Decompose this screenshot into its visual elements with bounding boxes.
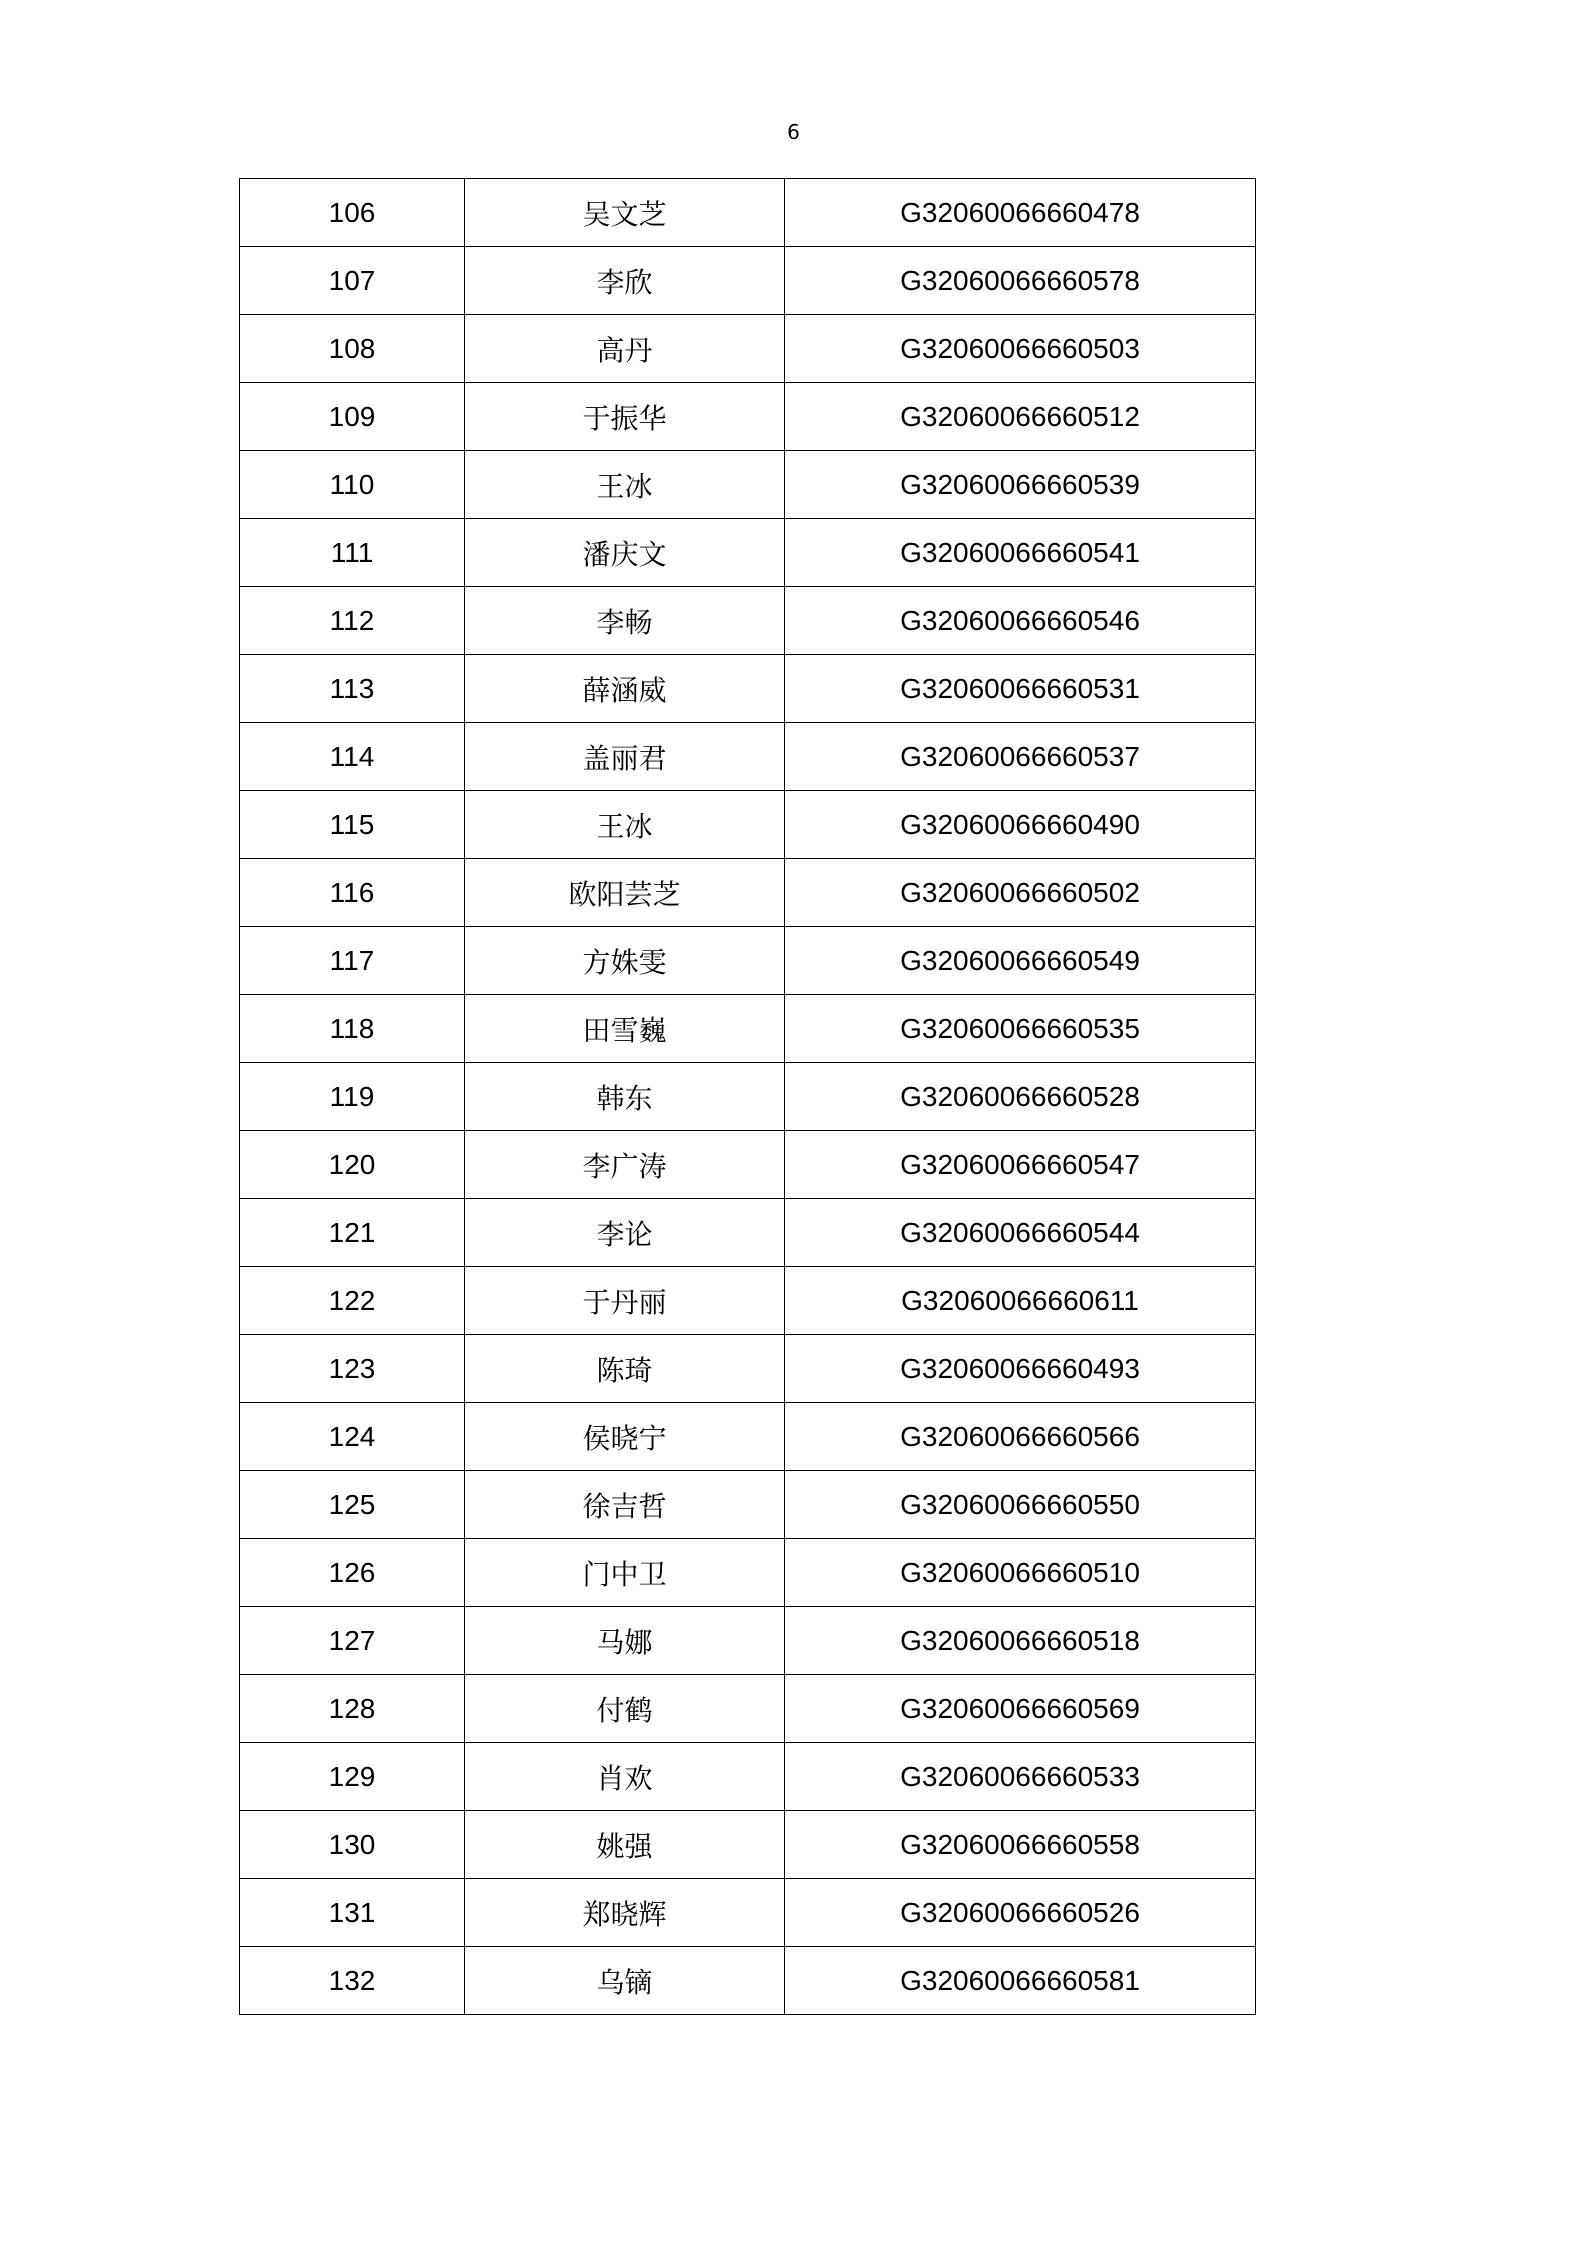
name-cell: 方姝雯	[465, 927, 785, 995]
table-row	[240, 315, 1256, 383]
certificate-id-cell: G32060066660493	[785, 1335, 1256, 1403]
certificate-id-cell: G32060066660558	[785, 1811, 1256, 1879]
certificate-id-cell: G32060066660531	[785, 655, 1256, 723]
row-number-cell: 132	[240, 1947, 465, 2015]
row-number-cell: 128	[240, 1675, 465, 1743]
row-number-cell: 110	[240, 451, 465, 519]
table-row	[240, 587, 1256, 655]
name-cell: 肖欢	[465, 1743, 785, 1811]
name-cell: 韩东	[465, 1063, 785, 1131]
roster-body	[240, 179, 1256, 2015]
certificate-id-cell: G32060066660549	[785, 927, 1256, 995]
row-number-cell: 114	[240, 723, 465, 791]
certificate-id-cell: G32060066660611	[785, 1267, 1256, 1335]
name-cell: 欧阳芸芝	[465, 859, 785, 927]
table-row	[240, 1539, 1256, 1607]
certificate-id-cell: G32060066660537	[785, 723, 1256, 791]
name-cell: 高丹	[465, 315, 785, 383]
row-number-cell: 111	[240, 519, 465, 587]
row-number-cell: 109	[240, 383, 465, 451]
name-cell: 王冰	[465, 791, 785, 859]
row-number-cell: 130	[240, 1811, 465, 1879]
row-number-cell: 131	[240, 1879, 465, 1947]
page-number: 6	[787, 120, 800, 144]
name-cell: 于振华	[465, 383, 785, 451]
table-row	[240, 655, 1256, 723]
certificate-id-cell: G32060066660490	[785, 791, 1256, 859]
table-row	[240, 1267, 1256, 1335]
table-row	[240, 1947, 1256, 2015]
table-row	[240, 451, 1256, 519]
table-row	[240, 1879, 1256, 1947]
table-row	[240, 723, 1256, 791]
table-row	[240, 383, 1256, 451]
row-number-cell: 125	[240, 1471, 465, 1539]
row-number-cell: 113	[240, 655, 465, 723]
certificate-id-cell: G32060066660569	[785, 1675, 1256, 1743]
table-row	[240, 1199, 1256, 1267]
table-row	[240, 247, 1256, 315]
table-row	[240, 1131, 1256, 1199]
row-number-cell: 112	[240, 587, 465, 655]
certificate-id-cell: G32060066660478	[785, 179, 1256, 247]
table-row	[240, 1335, 1256, 1403]
name-cell: 付鹤	[465, 1675, 785, 1743]
row-number-cell: 117	[240, 927, 465, 995]
name-cell: 盖丽君	[465, 723, 785, 791]
name-cell: 姚强	[465, 1811, 785, 1879]
table-row	[240, 1811, 1256, 1879]
certificate-id-cell: G32060066660546	[785, 587, 1256, 655]
table-row	[240, 1063, 1256, 1131]
name-cell: 田雪巍	[465, 995, 785, 1063]
row-number-cell: 118	[240, 995, 465, 1063]
table-row	[240, 1743, 1256, 1811]
certificate-id-cell: G32060066660502	[785, 859, 1256, 927]
name-cell: 王冰	[465, 451, 785, 519]
row-number-cell: 107	[240, 247, 465, 315]
row-number-cell: 122	[240, 1267, 465, 1335]
certificate-id-cell: G32060066660566	[785, 1403, 1256, 1471]
row-number-cell: 106	[240, 179, 465, 247]
table-row	[240, 519, 1256, 587]
name-cell: 李广涛	[465, 1131, 785, 1199]
name-cell: 马娜	[465, 1607, 785, 1675]
row-number-cell: 129	[240, 1743, 465, 1811]
row-number-cell: 123	[240, 1335, 465, 1403]
certificate-id-cell: G32060066660581	[785, 1947, 1256, 2015]
table-row	[240, 1403, 1256, 1471]
certificate-id-cell: G32060066660544	[785, 1199, 1256, 1267]
row-number-cell: 120	[240, 1131, 465, 1199]
certificate-id-cell: G32060066660550	[785, 1471, 1256, 1539]
name-cell: 潘庆文	[465, 519, 785, 587]
table-row	[240, 995, 1256, 1063]
certificate-id-cell: G32060066660535	[785, 995, 1256, 1063]
row-number-cell: 119	[240, 1063, 465, 1131]
table-row	[240, 791, 1256, 859]
name-cell: 徐吉哲	[465, 1471, 785, 1539]
name-cell: 李欣	[465, 247, 785, 315]
row-number-cell: 116	[240, 859, 465, 927]
row-number-cell: 127	[240, 1607, 465, 1675]
certificate-id-cell: G32060066660539	[785, 451, 1256, 519]
name-cell: 门中卫	[465, 1539, 785, 1607]
table-row	[240, 927, 1256, 995]
certificate-id-cell: G32060066660512	[785, 383, 1256, 451]
certificate-id-cell: G32060066660533	[785, 1743, 1256, 1811]
row-number-cell: 108	[240, 315, 465, 383]
roster-table	[239, 178, 1256, 2015]
name-cell: 李论	[465, 1199, 785, 1267]
name-cell: 薛涵威	[465, 655, 785, 723]
certificate-id-cell: G32060066660578	[785, 247, 1256, 315]
table-row	[240, 859, 1256, 927]
name-cell: 于丹丽	[465, 1267, 785, 1335]
certificate-id-cell: G32060066660528	[785, 1063, 1256, 1131]
row-number-cell: 126	[240, 1539, 465, 1607]
certificate-id-cell: G32060066660541	[785, 519, 1256, 587]
name-cell: 郑晓辉	[465, 1879, 785, 1947]
row-number-cell: 124	[240, 1403, 465, 1471]
table-row	[240, 1675, 1256, 1743]
name-cell: 陈琦	[465, 1335, 785, 1403]
certificate-id-cell: G32060066660510	[785, 1539, 1256, 1607]
certificate-id-cell: G32060066660547	[785, 1131, 1256, 1199]
name-cell: 李畅	[465, 587, 785, 655]
row-number-cell: 121	[240, 1199, 465, 1267]
certificate-id-cell: G32060066660526	[785, 1879, 1256, 1947]
name-cell: 侯晓宁	[465, 1403, 785, 1471]
table-row	[240, 1471, 1256, 1539]
certificate-id-cell: G32060066660503	[785, 315, 1256, 383]
table-row	[240, 1607, 1256, 1675]
row-number-cell: 115	[240, 791, 465, 859]
name-cell: 乌镝	[465, 1947, 785, 2015]
table-row	[240, 179, 1256, 247]
name-cell: 吴文芝	[465, 179, 785, 247]
certificate-id-cell: G32060066660518	[785, 1607, 1256, 1675]
